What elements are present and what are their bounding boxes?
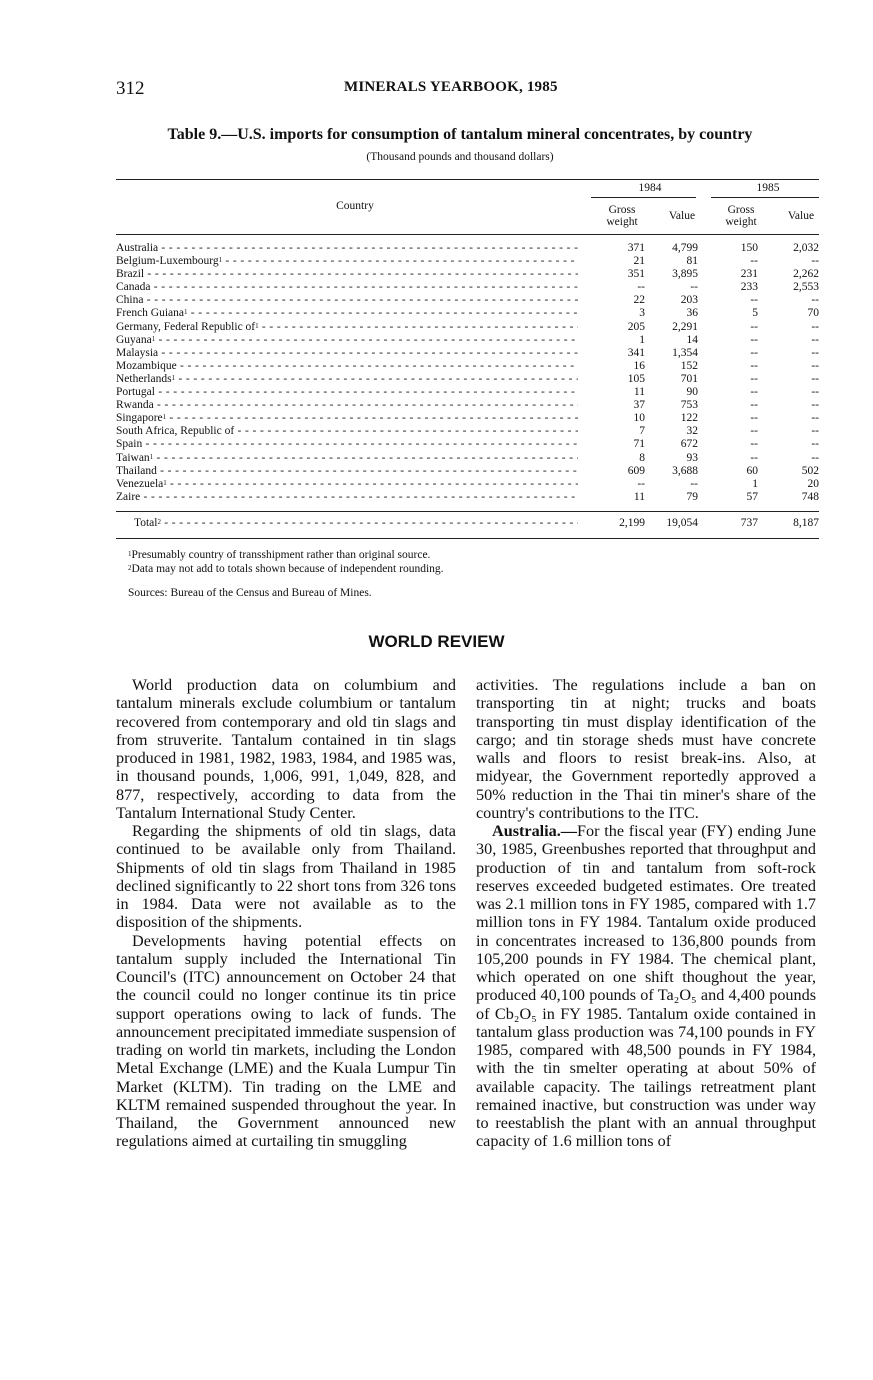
left-column	[116, 676, 456, 1151]
value-1984-cell: 81	[686, 255, 698, 268]
weight-1985-cell: --	[750, 294, 758, 307]
footnote-mark: 1	[184, 308, 188, 317]
total-weight-1984: 2,199	[619, 517, 645, 529]
weight-1984-cell: 8	[639, 451, 645, 464]
country-name	[116, 334, 578, 347]
value-1984-cell: 672	[680, 438, 698, 451]
table-subtitle: (Thousand pounds and thousand dollars)	[366, 151, 554, 163]
value-1984-cell: 90	[686, 386, 698, 399]
gross-weight-1984-header	[592, 204, 652, 228]
value-1985-cell: 502	[801, 464, 819, 477]
country-name	[116, 268, 578, 281]
country-name	[116, 255, 578, 268]
country-name	[116, 412, 578, 425]
table-row	[116, 268, 820, 281]
run-in-heading: Australia.—	[492, 822, 577, 840]
value-1984-cell: 36	[686, 307, 698, 320]
weight-1985-cell: 60	[746, 464, 758, 477]
table-body	[116, 242, 820, 504]
weight-1985-cell: 5	[752, 307, 758, 320]
weight-1984-cell: 10	[633, 412, 645, 425]
table-title: Table 9.—U.S. imports for consumption of tantalum mineral concentrates, by country	[167, 126, 753, 143]
country-name-text: Malaysia	[116, 346, 159, 359]
weight-1984-cell: 3	[639, 307, 645, 320]
paragraph: activities. The regulations include a ban on transporting tin at night; trucks and boats transporting tin must display identification of the cargo; and tin storage sheds must have concrete walls and floors to resist break-ins. Also, at midyear, the Government reportedly approved a 50% reduction in the Thai tin miner's share of the country's contributions to the ITC.	[476, 676, 816, 822]
weight-1984-cell: 16	[633, 359, 645, 372]
value-1984-cell: 14	[686, 333, 698, 346]
value-1985-cell: 20	[807, 477, 819, 490]
weight-1984-cell: 341	[627, 346, 645, 359]
gross-weight-1984-line2: weight	[606, 216, 638, 228]
section-heading: WORLD REVIEW	[368, 632, 505, 651]
year-1985-header: 1985	[756, 182, 780, 194]
table-row	[116, 373, 820, 386]
country-name-text: Thailand	[116, 464, 157, 477]
weight-1985-cell: --	[750, 399, 758, 412]
total-footnote-mark: 2	[157, 518, 161, 526]
country-name-text: Netherlands	[116, 372, 172, 385]
weight-1985-cell: 1	[752, 477, 758, 490]
weight-1984-cell: 7	[639, 425, 645, 438]
country-name-text: Brazil	[116, 268, 145, 281]
value-1985-cell: 748	[801, 490, 819, 503]
weight-1985-cell: --	[750, 386, 758, 399]
value-1984-cell: 4,799	[672, 242, 698, 254]
country-name	[116, 347, 578, 360]
value-1985-cell: --	[811, 255, 819, 268]
country-name-text: Australia	[116, 242, 159, 254]
value-1984-cell: 3,688	[672, 464, 698, 477]
value-1984-cell: 1,354	[672, 346, 698, 359]
table-row	[116, 478, 820, 491]
country-name	[116, 452, 578, 465]
value-1984-cell: 203	[680, 294, 698, 307]
weight-1984-cell: --	[637, 281, 645, 294]
weight-1985-cell: --	[750, 438, 758, 451]
weight-1985-cell: 57	[746, 490, 758, 503]
paragraph-australia	[476, 822, 816, 1151]
country-name-text: Canada	[116, 281, 151, 294]
footnote-mark: 1	[255, 321, 259, 330]
country-name-text: China	[116, 294, 144, 307]
country-name-text: Mozambique	[116, 359, 177, 372]
footnote-mark: 1	[149, 452, 154, 461]
country-name	[116, 242, 578, 255]
footnote-mark: 1	[162, 413, 167, 422]
value-1985-cell: --	[811, 425, 819, 438]
gross-weight-1985-header	[711, 204, 771, 228]
value-1984-cell: 2,291	[672, 320, 698, 333]
value-1984-cell: --	[690, 477, 698, 490]
footnote-2-text: Data may not add to totals shown because of independent rounding.	[131, 563, 444, 575]
country-name	[116, 478, 578, 491]
weight-1985-cell: --	[750, 359, 758, 372]
country-name	[116, 465, 578, 478]
table-row	[116, 491, 820, 504]
paragraph-text: For the fiscal year (FY) ending June 30, 1985, Greenbushes reported that throughput and production of tin and tantalum from soft-rock reserves exceeded budgeted estimates. Ore treated was 2.1 million tons in FY 1985, compared with 1.7 million tons in FY 1984. Tantalum oxide produced in concentrates increased to 136,800 pounds from 105,200 pounds in FY 1984. The chemical plant, which operated on one shift thoughout the year, produced 40,100 pounds of Ta₂O₅ and 4,400 pounds of Cb₂O₅ in FY 1985. Tantalum oxide contained in tantalum glass production was 74,100 pounds in FY 1985, compared with 48,500 pounds in FY 1984, with the tin smelter operating at about 50% of available capacity. The tailings retreatment plant remained inactive, but construction was under way to reestablish the plant with an annual throughput capacity of 1.6 million tons of	[476, 822, 816, 1151]
country-name	[116, 438, 578, 451]
value-1985-cell: --	[811, 333, 819, 346]
country-name-text: Singapore	[116, 412, 163, 425]
weight-1985-cell: --	[750, 451, 758, 464]
page-number: 312	[116, 78, 145, 99]
table-row	[116, 360, 820, 373]
gross-weight-1985-line2: weight	[725, 216, 757, 228]
table-total-rule	[116, 511, 819, 512]
weight-1985-cell: --	[750, 425, 758, 438]
country-name-text: Spain	[116, 438, 143, 451]
footnote-1-mark: 1	[128, 550, 132, 558]
value-1984-header: Value	[668, 210, 696, 222]
table-row	[116, 399, 820, 412]
weight-1984-cell: 1	[639, 333, 645, 346]
weight-1985-cell: --	[750, 412, 758, 425]
value-1984-cell: 152	[680, 359, 698, 372]
weight-1985-cell: --	[750, 346, 758, 359]
value-1985-cell: 70	[807, 307, 819, 320]
footnote-1-text: Presumably country of transshipment rather than original source.	[131, 549, 431, 561]
weight-1984-cell: 37	[633, 399, 645, 412]
value-1985-cell: --	[811, 294, 819, 307]
value-1985-cell: --	[811, 386, 819, 399]
value-1985-cell: 2,032	[793, 242, 819, 254]
country-name-text: Taiwan	[116, 451, 150, 464]
table-row	[116, 307, 820, 320]
value-1984-cell: 79	[686, 490, 698, 503]
paragraph: World production data on columbium and tantalum minerals exclude columbium or tantalum recovered from contemporary and old tin slags and from struverite. Tantalum contained in tin slags produced in 1981, 1982, 1983, 1984, and 1985 was, in thousand pounds, 1,006, 991, 1,049, 828, and 877, respectively, according to data from the Tantalum International Study Center.	[116, 676, 456, 822]
weight-1984-cell: 351	[627, 268, 645, 281]
weight-1984-cell: 71	[633, 438, 645, 451]
right-column	[476, 676, 816, 1151]
gross-weight-1985-line1: Gross	[727, 204, 755, 216]
total-label	[134, 517, 578, 530]
paragraph: Developments having potential effects on tantalum supply included the International Tin Council's (ITC) announcement on October 24 that the council could no longer continue its tin price support operations owing to lack of funds. The announcement precipitated immediate suspension of trading on world tin markets, including the London Metal Exchange (LME) and the Kuala Lumpur Tin Market (KLTM). Tin trading on the LME and KLTM remained suspended throughout the year. In Thailand, the Government announced new regulations aimed at curtailing tin smuggling	[116, 931, 456, 1151]
table-header-rule	[116, 234, 819, 235]
weight-1985-cell: 150	[740, 242, 758, 254]
total-label-text: Total	[134, 517, 158, 529]
value-1985-cell: --	[811, 399, 819, 412]
value-1984-cell: 701	[680, 372, 698, 385]
value-1985-cell: --	[811, 320, 819, 333]
table-row	[116, 452, 820, 465]
country-name-text: South Africa, Republic of	[116, 425, 235, 438]
footnote-2	[128, 562, 444, 576]
weight-1985-cell: --	[750, 320, 758, 333]
country-name-text: Rwanda	[116, 399, 154, 412]
total-value-1984: 19,054	[666, 517, 698, 529]
country-name	[116, 373, 578, 386]
table-sources: Sources: Bureau of the Census and Bureau of Mines.	[128, 587, 372, 599]
value-1985-cell: --	[811, 412, 819, 425]
table-row	[116, 347, 820, 360]
country-name	[116, 307, 578, 320]
year-1984-rule	[591, 197, 696, 198]
table-row	[116, 294, 820, 307]
running-title: MINERALS YEARBOOK, 1985	[344, 79, 558, 95]
table-row	[116, 334, 820, 347]
country-name	[116, 491, 578, 504]
gross-weight-1984-line1: Gross	[608, 204, 636, 216]
weight-1984-cell: 205	[627, 320, 645, 333]
value-1985-cell: --	[811, 438, 819, 451]
year-1985-rule	[711, 197, 819, 198]
value-1985-cell: --	[811, 359, 819, 372]
table-row	[116, 425, 820, 438]
weight-1984-cell: 609	[627, 464, 645, 477]
country-name	[116, 321, 578, 334]
weight-1985-cell: 231	[740, 268, 758, 281]
value-1984-cell: --	[690, 281, 698, 294]
country-name-text: Zaire	[116, 490, 141, 503]
country-name-text: Portugal	[116, 386, 155, 399]
value-1985-cell: --	[811, 372, 819, 385]
weight-1985-cell: 233	[740, 281, 758, 294]
table-bottom-rule	[116, 538, 819, 539]
country-name-text: Guyana	[116, 333, 152, 346]
country-name	[116, 399, 578, 412]
table-row	[116, 281, 820, 294]
country-name-text: Belgium-Luxembourg	[116, 255, 219, 268]
value-1985-cell: 2,553	[793, 281, 819, 294]
weight-1984-cell: 11	[633, 386, 645, 399]
value-1985-header: Value	[787, 210, 815, 222]
country-name	[116, 281, 578, 294]
value-1984-cell: 122	[680, 412, 698, 425]
table-row	[116, 412, 820, 425]
value-1985-cell: --	[811, 346, 819, 359]
year-1984-header: 1984	[638, 182, 662, 194]
paragraph: Regarding the shipments of old tin slags, data continued to be available only from Thailand. Shipments of old tin slags from Thailand in 1985 declined significantly to 22 short tons from 326 tons in 1984. Data were not available as to the disposition of the shipments.	[116, 822, 456, 932]
table-total-row	[116, 517, 820, 531]
footnote-1	[128, 548, 444, 562]
value-1985-cell: --	[811, 451, 819, 464]
value-1984-cell: 3,895	[672, 268, 698, 281]
weight-1984-cell: 371	[627, 242, 645, 254]
table-row	[116, 321, 820, 334]
weight-1985-cell: --	[750, 255, 758, 268]
total-value-1985: 8,187	[793, 517, 819, 529]
country-column-header: Country	[336, 200, 374, 212]
country-name	[116, 425, 578, 438]
weight-1984-cell: 105	[627, 372, 645, 385]
table-row	[116, 438, 820, 451]
value-1984-cell: 753	[680, 399, 698, 412]
country-name-text: Germany, Federal Republic of	[116, 320, 256, 333]
weight-1984-cell: 11	[633, 490, 645, 503]
table-row	[116, 255, 820, 268]
value-1984-cell: 32	[686, 425, 698, 438]
table-footnotes	[128, 548, 444, 576]
footnote-mark: 1	[151, 334, 156, 343]
weight-1984-cell: --	[637, 477, 645, 490]
footnote-mark: 1	[171, 373, 176, 382]
value-1984-cell: 93	[686, 451, 698, 464]
weight-1984-cell: 21	[633, 255, 645, 268]
country-name	[116, 360, 578, 373]
footnote-2-mark: 2	[128, 564, 132, 572]
weight-1985-cell: --	[750, 372, 758, 385]
table-top-rule	[116, 179, 819, 180]
table-row	[116, 386, 820, 399]
country-name-text: French Guiana	[116, 307, 185, 320]
weight-1984-cell: 22	[633, 294, 645, 307]
table-row	[116, 465, 820, 478]
footnote-mark: 1	[163, 478, 167, 487]
value-1985-cell: 2,262	[793, 268, 819, 281]
weight-1985-cell: --	[750, 333, 758, 346]
footnote-mark: 1	[218, 256, 223, 265]
page-header	[116, 78, 820, 102]
country-name	[116, 294, 578, 307]
table-row	[116, 242, 820, 255]
total-weight-1985: 737	[740, 517, 758, 529]
country-name	[116, 386, 578, 399]
country-name-text: Venezuela	[116, 477, 164, 490]
